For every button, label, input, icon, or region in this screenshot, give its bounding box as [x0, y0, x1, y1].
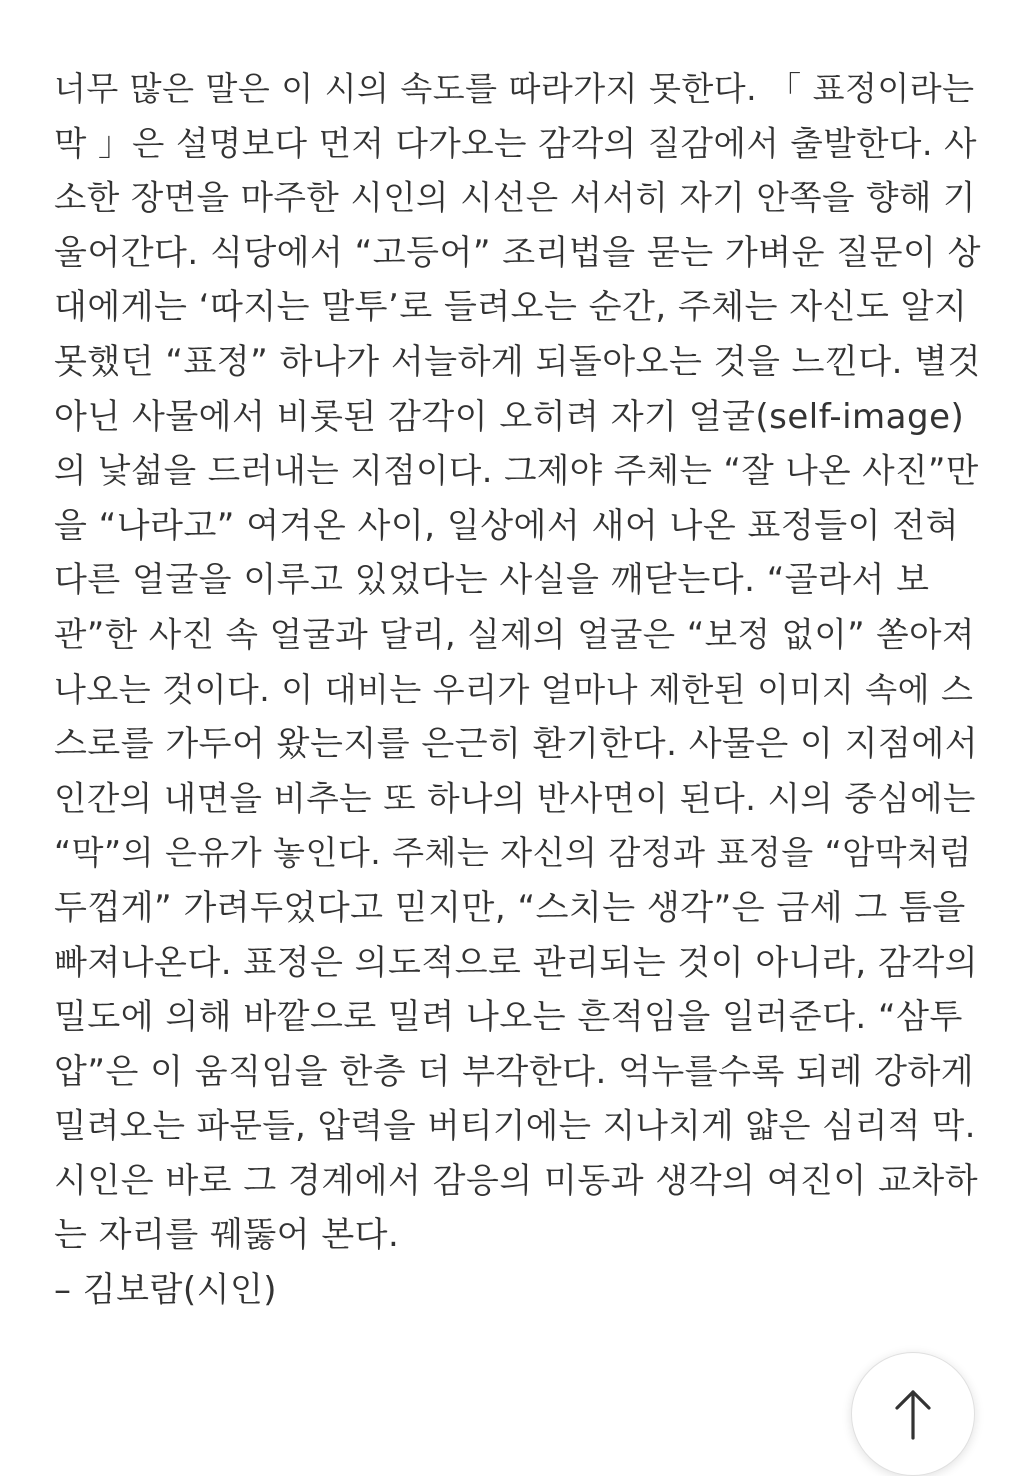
text-line: 밀도에 의해 바깥으로 밀려 나오는 흔적임을 일러준다. “삼투 — [54, 997, 963, 1038]
text-line: 두껍게” 가려두었다고 믿지만, “스치는 생각”은 금세 그 틈을 — [54, 887, 966, 928]
text-line: 는 자리를 꿰뚫어 본다. — [54, 1215, 400, 1256]
text-line: 대에게는 ‘따지는 말투’로 들려오는 순간, 주체는 자신도 알지 — [54, 287, 968, 328]
text-line: 의 낯섦을 드러내는 지점이다. 그제야 주체는 “잘 나온 사진”만 — [54, 451, 979, 491]
text-line: 압”은 이 움직임을 한층 더 부각한다. 억누를수록 되레 강하게 — [54, 1051, 975, 1092]
text-line: 울어간다. 식당에서 “고등어” 조리법을 묻는 가벼운 질문이 상 — [54, 232, 981, 273]
arrow-up-icon — [891, 1388, 935, 1440]
author-signature: – 김보람(시인) — [54, 1270, 278, 1311]
article-body — [54, 62, 984, 1318]
scroll-to-top-button[interactable] — [851, 1352, 975, 1476]
text-line: 다른 얼굴을 이루고 있었다는 사실을 깨닫는다. “골라서 보 — [54, 560, 930, 601]
text-line: 시인은 바로 그 경계에서 감응의 미동과 생각의 여진이 교차하 — [54, 1160, 979, 1201]
text-line: 못했던 “표정” 하나가 서늘하게 되돌아오는 것을 느낀다. 별것 — [54, 341, 981, 382]
text-line: “막”의 은유가 놓인다. 주체는 자신의 감정과 표정을 “암막처럼 — [54, 833, 972, 873]
text-line: 나오는 것이다. 이 대비는 우리가 얼마나 제한된 이미지 속에 스 — [54, 669, 974, 709]
text-line: 을 “나라고” 여겨온 사이, 일상에서 새어 나온 표정들이 전혀 — [54, 505, 959, 546]
text-line: 아닌 사물에서 비롯된 감각이 오히려 자기 얼굴(self-image) — [54, 396, 965, 437]
text-line: 인간의 내면을 비추는 또 하나의 반사면이 된다. 시의 중심에는 — [54, 778, 976, 818]
text-line: 빠져나온다. 표정은 의도적으로 관리되는 것이 아니라, 감각의 — [54, 942, 979, 983]
text-line: 소한 장면을 마주한 시인의 시선은 서서히 자기 안쪽을 향해 기 — [54, 178, 976, 218]
text-line: 너무 많은 말은 이 시의 속도를 따라가지 못한다. 「 표정이라는 — [54, 69, 975, 108]
text-line: 밀려오는 파문들, 압력을 버티기에는 지나치게 얇은 심리적 막. — [54, 1106, 976, 1146]
text-line: 관”한 사진 속 얼굴과 달리, 실제의 얼굴은 “보정 없이” 쏟아져 — [54, 614, 975, 654]
text-line: 막 」은 설명보다 먼저 다가오는 감각의 질감에서 출발한다. 사 — [54, 123, 978, 163]
text-line: 스로를 가두어 왔는지를 은근히 환기한다. 사물은 이 지점에서 — [54, 724, 979, 765]
